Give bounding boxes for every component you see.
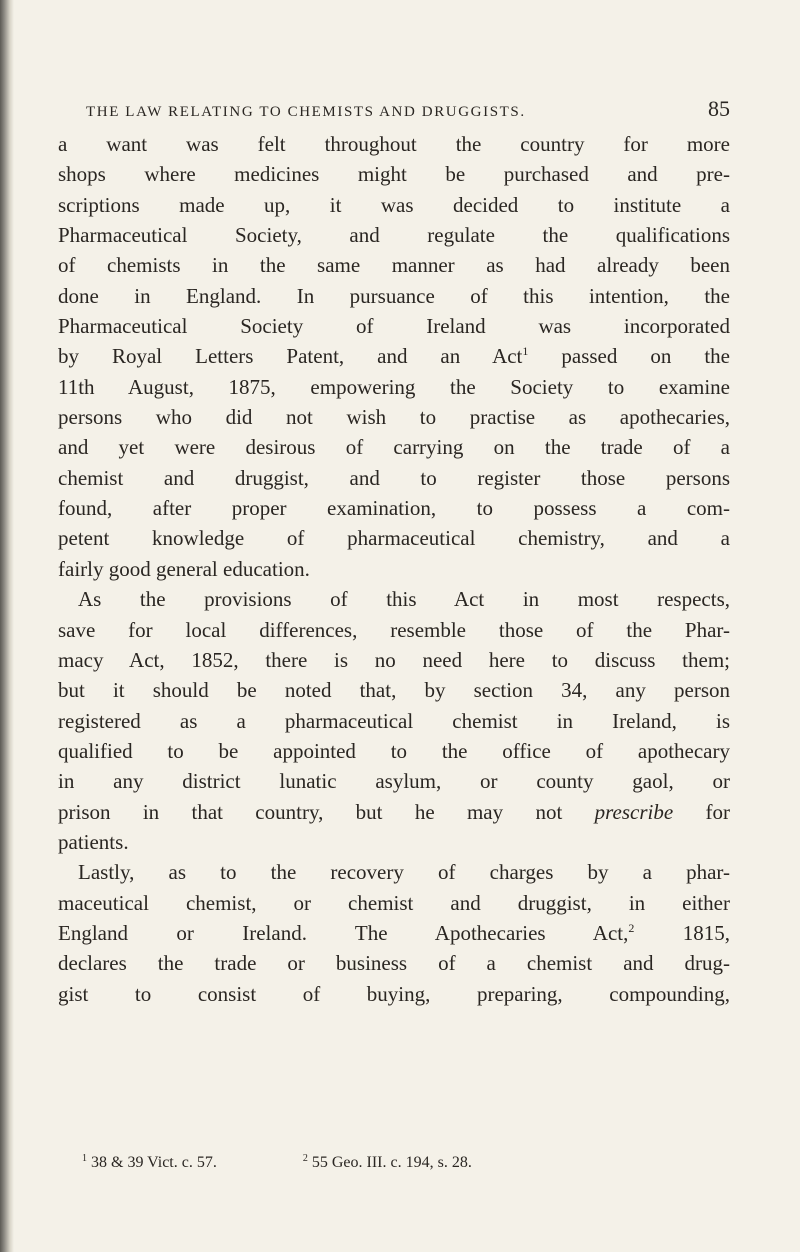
text-line: shops where medicines might be purchased and pre- [58,162,730,187]
text-line: fairly good general education. [58,556,310,581]
footnote-marker: 2 [302,1153,308,1164]
text-line: macy Act, 1852, there is no need here to discuss them; [58,647,730,672]
text-line: qualified to be appointed to the office of apothecary [58,738,730,763]
footnote-marker: 1 [82,1153,87,1164]
running-title: THE LAW RELATING TO CHEMISTS AND DRUGGISTS. [86,104,526,120]
text-line: a want was felt throughout the country for more [58,132,730,156]
binding-edge [0,0,14,1252]
text-line: scriptions made up, it was decided to institute a [58,192,730,217]
running-head [58,96,730,122]
text-line: chemist and druggist, and to register those persons [58,465,730,490]
text-line: Pharmaceutical Society, and regulate the qualifications [58,223,730,248]
text-line: save for local differences, resemble those of the Phar- [58,617,730,642]
text-line: 11th August, 1875, empowering the Society to examine [58,374,730,399]
text-segment: prison in that country, but he may not [58,799,595,824]
body-text [58,129,730,1009]
text-line: found, after proper examination, to possess a com- [58,496,730,521]
text-segment: for [673,799,730,824]
text-line: of chemists in the same manner as had already been [58,253,730,278]
text-line: petent knowledge of pharmaceutical chemistry, and a [58,526,730,551]
text-segment: 1815, [634,920,730,945]
book-page [58,0,748,1252]
text-segment: England or Ireland. The Apothecaries Act, [58,920,629,945]
italic-word: prescribe [594,799,674,824]
footnote-ref: 2 [628,920,635,935]
text-line: patients. [58,829,129,854]
text-line: done in England. In pursuance of this intention, the [58,283,730,308]
text-line: and yet were desirous of carrying on the trade of a [58,435,730,460]
text-line: Lastly, as to the recovery of charges by a phar- [78,860,730,885]
footnote-text: 55 Geo. III. c. 194, s. 28. [311,1154,472,1171]
text-line: maceutical chemist, or chemist and druggist, in either [58,890,730,915]
footnote [82,1154,217,1172]
footnote-ref: 1 [522,344,529,359]
text-segment: by Royal Letters Patent, and an Act [58,344,523,369]
text-line: Pharmaceutical Society of Ireland was incorporated [58,314,730,339]
footnote-text: 38 & 39 Vict. c. 57. [91,1154,217,1171]
text-line: in any district lunatic asylum, or county gaol, or [58,769,730,794]
text-segment: passed on the [528,344,730,369]
text-line: registered as a pharmaceutical chemist in Ireland, is [58,708,730,733]
text-line: declares the trade or business of a chemist and drug- [58,951,730,976]
footnote [303,1154,472,1172]
text-line: gist to consist of buying, preparing, compounding, [58,981,730,1006]
text-line [58,918,730,948]
page-number: 85 [708,96,730,121]
text-line: persons who did not wish to practise as apothecaries, [58,405,730,430]
text-line [58,341,730,371]
text-line: As the provisions of this Act in most respects, [78,587,730,612]
text-line: but it should be noted that, by section 34, any person [58,678,730,703]
footnotes [58,1154,730,1172]
text-line [58,797,730,827]
